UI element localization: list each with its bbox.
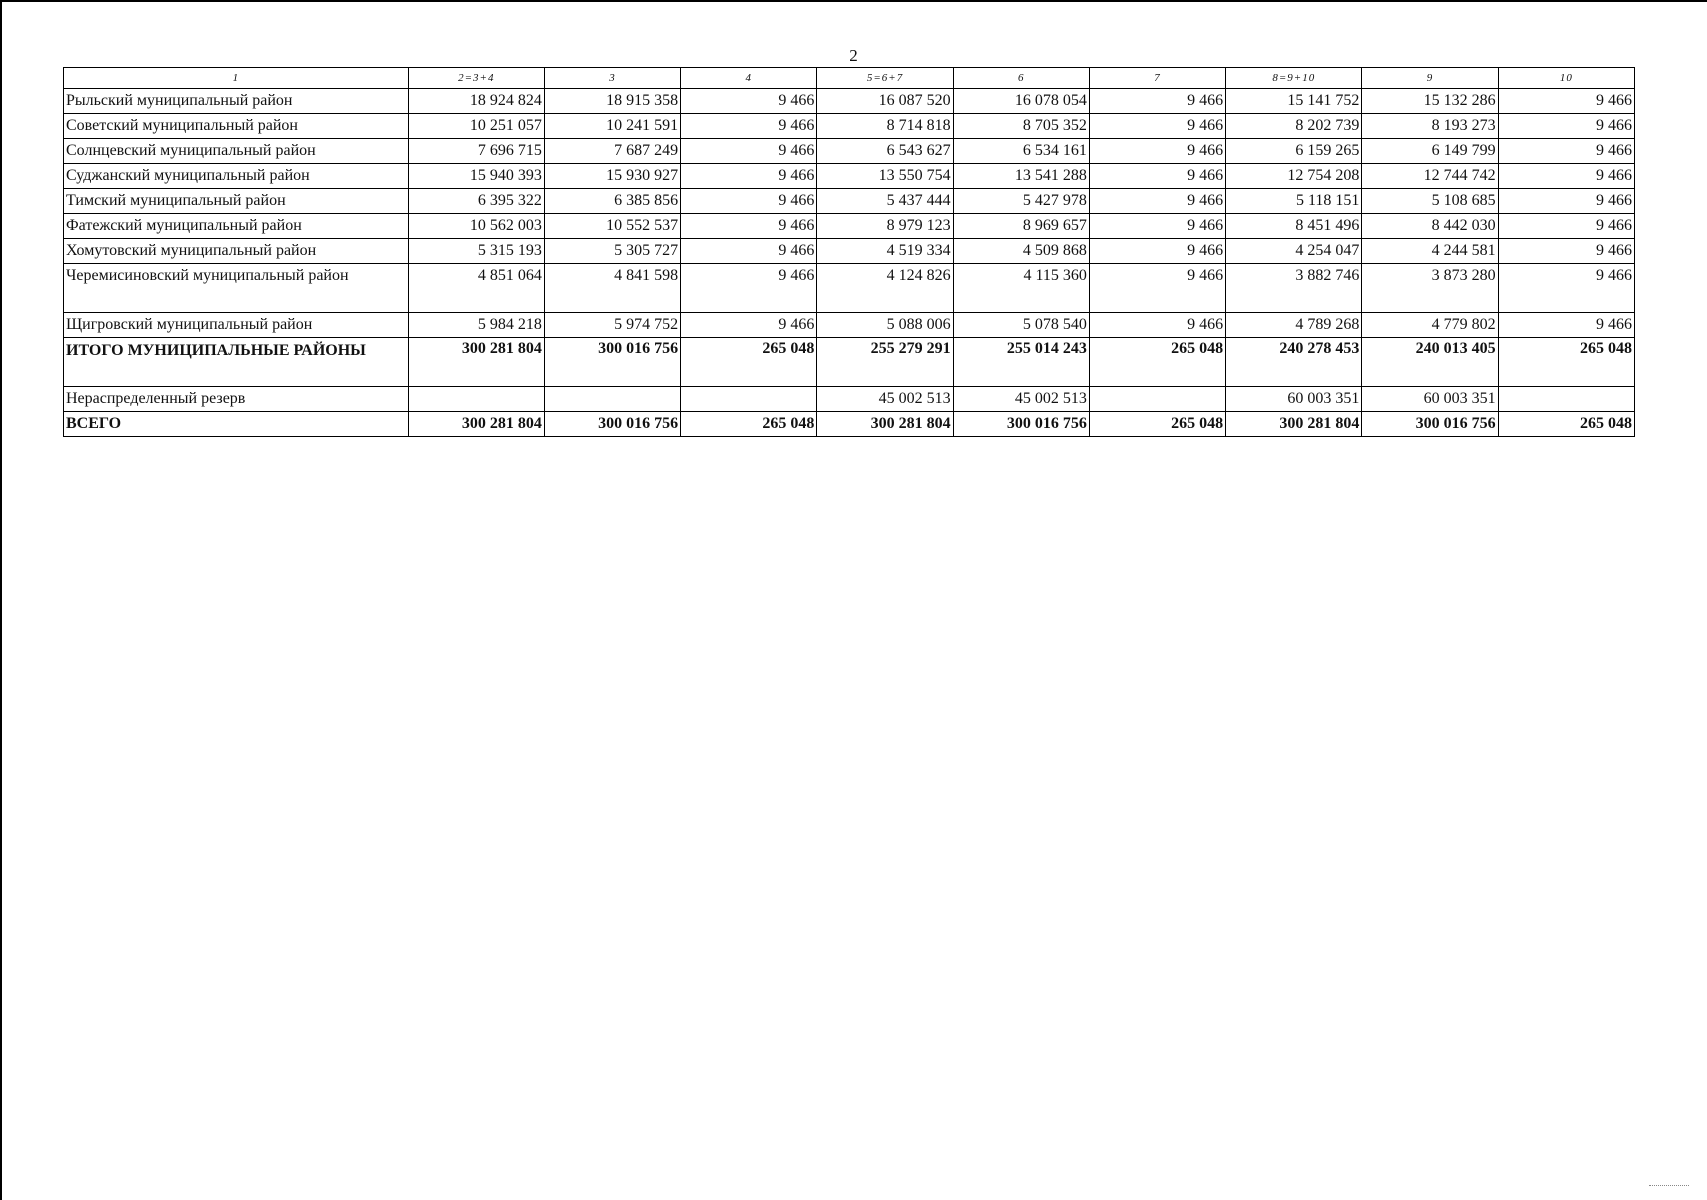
cell-value: 6 543 627 <box>817 139 953 164</box>
cell-value: 4 124 826 <box>817 264 953 313</box>
cell-value: 10 552 537 <box>544 214 680 239</box>
cell-value: 5 108 685 <box>1362 189 1498 214</box>
cell-value: 15 930 927 <box>544 164 680 189</box>
cell-value: 9 466 <box>1089 189 1225 214</box>
column-header: 8=9+10 <box>1226 68 1362 89</box>
reserve-row <box>64 387 1635 412</box>
cell-value: 9 466 <box>1089 164 1225 189</box>
district-name: Фатежский муниципальный район <box>64 214 409 239</box>
cell-value: 5 984 218 <box>408 313 544 338</box>
header-row <box>64 68 1635 89</box>
cell-value: 5 427 978 <box>953 189 1089 214</box>
scan-artifact <box>1649 1185 1689 1188</box>
cell-value: 9 466 <box>1089 139 1225 164</box>
cell-value: 5 437 444 <box>817 189 953 214</box>
cell-value: 265 048 <box>681 338 817 387</box>
cell-value: 4 789 268 <box>1226 313 1362 338</box>
cell-value: 4 254 047 <box>1226 239 1362 264</box>
cell-value: 4 851 064 <box>408 264 544 313</box>
cell-value: 9 466 <box>681 313 817 338</box>
cell-value: 265 048 <box>1089 412 1225 437</box>
cell-value: 8 705 352 <box>953 114 1089 139</box>
cell-value: 300 016 756 <box>1362 412 1498 437</box>
reserve-label: Нераспределенный резерв <box>64 387 409 412</box>
cell-value: 240 013 405 <box>1362 338 1498 387</box>
district-name: Солнцевский муниципальный район <box>64 139 409 164</box>
district-name: Советский муниципальный район <box>64 114 409 139</box>
cell-value: 8 714 818 <box>817 114 953 139</box>
district-name: Хомутовский муниципальный район <box>64 239 409 264</box>
cell-value: 12 754 208 <box>1226 164 1362 189</box>
cell-value: 8 202 739 <box>1226 114 1362 139</box>
table-row <box>64 164 1635 189</box>
cell-value: 9 466 <box>1498 139 1634 164</box>
cell-value: 15 141 752 <box>1226 89 1362 114</box>
cell-value: 8 193 273 <box>1362 114 1498 139</box>
cell-value: 9 466 <box>1498 264 1634 313</box>
cell-value: 9 466 <box>681 139 817 164</box>
cell-value <box>544 387 680 412</box>
cell-value: 16 087 520 <box>817 89 953 114</box>
cell-value: 300 016 756 <box>544 412 680 437</box>
cell-value: 240 278 453 <box>1226 338 1362 387</box>
cell-value <box>1089 387 1225 412</box>
cell-value: 9 466 <box>1089 214 1225 239</box>
page-number: 2 <box>849 46 858 65</box>
table-row <box>64 114 1635 139</box>
table-row <box>64 89 1635 114</box>
district-name: Суджанский муниципальный район <box>64 164 409 189</box>
table-row <box>64 239 1635 264</box>
cell-value: 15 940 393 <box>408 164 544 189</box>
subtotal-row <box>64 338 1635 387</box>
district-name: Черемисиновский муниципальный район <box>64 264 409 313</box>
cell-value: 9 466 <box>1498 114 1634 139</box>
district-name: Тимский муниципальный район <box>64 189 409 214</box>
cell-value: 9 466 <box>1089 114 1225 139</box>
table-row <box>64 264 1635 313</box>
cell-value: 265 048 <box>1498 412 1634 437</box>
district-name: Щигровский муниципальный район <box>64 313 409 338</box>
cell-value: 6 159 265 <box>1226 139 1362 164</box>
cell-value: 5 305 727 <box>544 239 680 264</box>
cell-value: 9 466 <box>681 264 817 313</box>
cell-value: 9 466 <box>681 239 817 264</box>
column-header: 10 <box>1498 68 1634 89</box>
cell-value <box>1498 387 1634 412</box>
cell-value: 6 395 322 <box>408 189 544 214</box>
table-row <box>64 139 1635 164</box>
cell-value: 8 451 496 <box>1226 214 1362 239</box>
cell-value: 255 014 243 <box>953 338 1089 387</box>
grand-total-label: ВСЕГО <box>64 412 409 437</box>
column-header: 1 <box>64 68 409 89</box>
cell-value: 9 466 <box>681 189 817 214</box>
cell-value: 300 016 756 <box>953 412 1089 437</box>
cell-value: 60 003 351 <box>1226 387 1362 412</box>
cell-value: 4 509 868 <box>953 239 1089 264</box>
cell-value: 8 969 657 <box>953 214 1089 239</box>
cell-value: 4 244 581 <box>1362 239 1498 264</box>
cell-value: 255 279 291 <box>817 338 953 387</box>
cell-value: 15 132 286 <box>1362 89 1498 114</box>
column-header: 6 <box>953 68 1089 89</box>
cell-value: 3 873 280 <box>1362 264 1498 313</box>
cell-value: 45 002 513 <box>817 387 953 412</box>
table-row <box>64 189 1635 214</box>
cell-value: 9 466 <box>681 164 817 189</box>
cell-value: 3 882 746 <box>1226 264 1362 313</box>
budget-table <box>63 67 1635 437</box>
cell-value: 10 562 003 <box>408 214 544 239</box>
cell-value: 18 915 358 <box>544 89 680 114</box>
cell-value: 300 281 804 <box>1226 412 1362 437</box>
cell-value: 4 841 598 <box>544 264 680 313</box>
cell-value: 5 088 006 <box>817 313 953 338</box>
cell-value: 8 442 030 <box>1362 214 1498 239</box>
cell-value: 6 385 856 <box>544 189 680 214</box>
table-row <box>64 214 1635 239</box>
column-header: 3 <box>544 68 680 89</box>
cell-value: 6 534 161 <box>953 139 1089 164</box>
cell-value: 265 048 <box>1498 338 1634 387</box>
cell-value: 18 924 824 <box>408 89 544 114</box>
column-header: 5=6+7 <box>817 68 953 89</box>
cell-value: 300 281 804 <box>408 412 544 437</box>
cell-value: 5 078 540 <box>953 313 1089 338</box>
cell-value: 60 003 351 <box>1362 387 1498 412</box>
cell-value: 9 466 <box>681 89 817 114</box>
cell-value: 16 078 054 <box>953 89 1089 114</box>
cell-value: 7 696 715 <box>408 139 544 164</box>
cell-value: 5 315 193 <box>408 239 544 264</box>
cell-value: 4 115 360 <box>953 264 1089 313</box>
cell-value: 12 744 742 <box>1362 164 1498 189</box>
cell-value: 9 466 <box>1498 313 1634 338</box>
cell-value: 9 466 <box>1089 239 1225 264</box>
column-header: 2=3+4 <box>408 68 544 89</box>
cell-value: 9 466 <box>1498 164 1634 189</box>
cell-value: 5 974 752 <box>544 313 680 338</box>
cell-value: 9 466 <box>1498 89 1634 114</box>
column-header: 7 <box>1089 68 1225 89</box>
grand-total-row <box>64 412 1635 437</box>
cell-value <box>681 387 817 412</box>
cell-value: 9 466 <box>1089 264 1225 313</box>
cell-value: 13 541 288 <box>953 164 1089 189</box>
cell-value: 9 466 <box>1498 214 1634 239</box>
column-header: 9 <box>1362 68 1498 89</box>
cell-value: 4 779 802 <box>1362 313 1498 338</box>
cell-value: 9 466 <box>1498 239 1634 264</box>
cell-value: 6 149 799 <box>1362 139 1498 164</box>
cell-value: 9 466 <box>681 114 817 139</box>
cell-value: 5 118 151 <box>1226 189 1362 214</box>
cell-value: 300 016 756 <box>544 338 680 387</box>
cell-value: 9 466 <box>1089 313 1225 338</box>
cell-value: 8 979 123 <box>817 214 953 239</box>
table-row <box>64 313 1635 338</box>
cell-value: 13 550 754 <box>817 164 953 189</box>
cell-value: 10 251 057 <box>408 114 544 139</box>
cell-value: 9 466 <box>1089 89 1225 114</box>
cell-value: 4 519 334 <box>817 239 953 264</box>
column-header: 4 <box>681 68 817 89</box>
cell-value: 7 687 249 <box>544 139 680 164</box>
district-name: Рыльский муниципальный район <box>64 89 409 114</box>
cell-value: 265 048 <box>681 412 817 437</box>
cell-value: 9 466 <box>681 214 817 239</box>
cell-value: 45 002 513 <box>953 387 1089 412</box>
cell-value: 10 241 591 <box>544 114 680 139</box>
cell-value: 300 281 804 <box>408 338 544 387</box>
cell-value: 265 048 <box>1089 338 1225 387</box>
cell-value: 300 281 804 <box>817 412 953 437</box>
cell-value <box>408 387 544 412</box>
cell-value: 9 466 <box>1498 189 1634 214</box>
subtotal-label: ИТОГО МУНИЦИПАЛЬНЫЕ РАЙОНЫ <box>64 338 409 387</box>
